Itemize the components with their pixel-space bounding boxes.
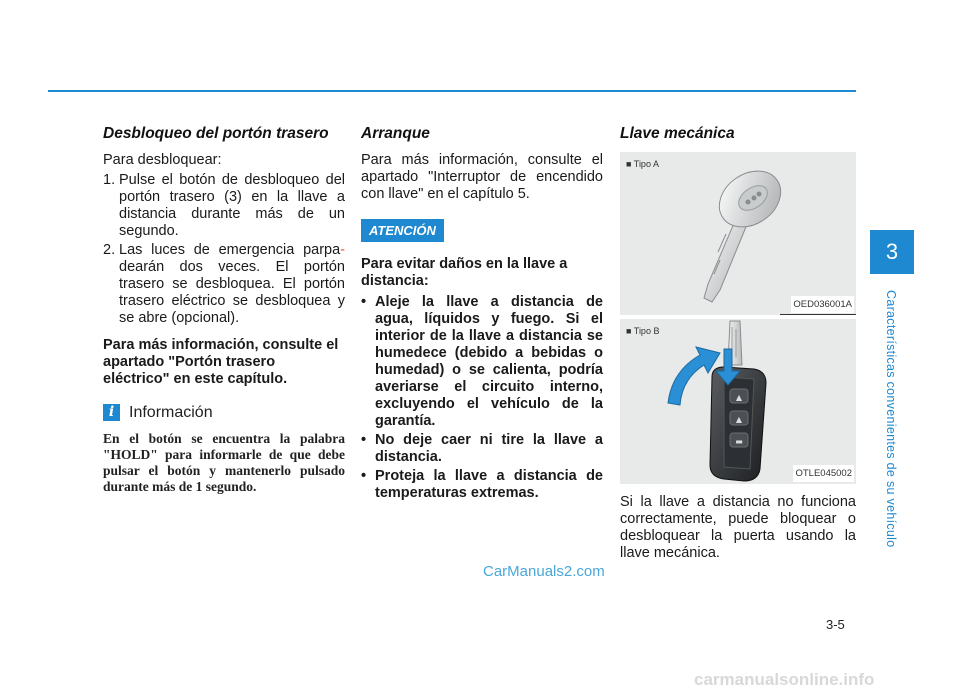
- bullet-icon: •: [361, 468, 367, 484]
- list-item: [103, 242, 345, 327]
- section-title-start: Arranque: [361, 125, 430, 142]
- unlock-steps: [103, 172, 345, 327]
- svg-text:▲: ▲: [735, 415, 743, 424]
- bullet-text: Proteja la llave a distancia de temperaturas extremas.: [375, 468, 603, 501]
- section-title-mechanical-key: Llave mecánica: [620, 125, 735, 142]
- watermark-footer: carmanualsonline.info: [694, 670, 875, 689]
- step-number: 2.: [103, 242, 116, 258]
- chapter-title-vertical: [882, 290, 902, 550]
- step-text-part: dearán dos veces. El portón trasero se desbloquea. El portón trasero eléctrico se desbloquea y se abre (opcional).: [119, 259, 345, 326]
- info-body: En el botón se encuentra la palabra "HOLD" para informarle de que debe pulsar el botón y mantenerlo pulsado durante más de 1 segundo.: [103, 431, 345, 494]
- column-tailgate-unlock: [103, 125, 345, 495]
- figure-code: OED036001A: [791, 296, 854, 313]
- figure-label: ■ Tipo A: [626, 159, 659, 169]
- fob-body: [710, 367, 766, 481]
- info-header: [103, 404, 345, 421]
- svg-text:▬: ▬: [735, 437, 743, 446]
- column-start: [361, 125, 603, 504]
- warning-badge: ATENCIÓN: [361, 219, 444, 242]
- info-icon: i: [103, 404, 120, 421]
- key-head: [709, 160, 792, 239]
- key-type-a-illustration: [620, 152, 856, 315]
- step-number: 1.: [103, 172, 116, 188]
- hyphen-mark: -: [340, 242, 345, 258]
- warning-lead: Para evitar daños en la llave a distancia:: [361, 256, 568, 289]
- unlock-lead: Para desbloquear:: [103, 152, 222, 168]
- bullet-icon: •: [361, 432, 367, 448]
- list-item: [103, 172, 345, 240]
- svg-text:▲: ▲: [735, 393, 743, 402]
- step-text: Pulse el botón de desbloqueo del portón trasero (3) en la llave a distancia durante más de un segundo.: [119, 172, 345, 239]
- figure-code: OTLE045002: [793, 465, 854, 482]
- figure-label: ■ Tipo B: [626, 326, 660, 336]
- list-item: [361, 432, 603, 466]
- page-number: 3-5: [826, 617, 845, 632]
- info-title: Información: [129, 404, 213, 421]
- step-text: [119, 242, 345, 327]
- list-item: [361, 468, 603, 502]
- figure-rule: [780, 314, 856, 315]
- figure-key-type-b: [620, 319, 856, 484]
- bullet-icon: •: [361, 294, 367, 310]
- column-mechanical-key: [620, 125, 856, 562]
- key-type-b-illustration: [620, 319, 856, 484]
- warning-list: [361, 294, 603, 502]
- tailgate-note: Para más información, consulte el apartado "Portón trasero eléctrico" en este capítulo.: [103, 337, 339, 387]
- list-item: [361, 294, 603, 430]
- step-text-part: Las luces de emergencia parpa: [119, 242, 341, 258]
- chapter-tab: 3: [870, 230, 914, 274]
- figure-key-type-a: [620, 152, 856, 315]
- start-body: Para más información, consulte el apartado "Interruptor de encendido con llave" en el capítulo 5.: [361, 152, 603, 202]
- bullet-text: No deje caer ni tire la llave a distancia.: [375, 432, 603, 465]
- mechanical-key-body: Si la llave a distancia no funciona correctamente, puede bloquear o desbloquear la puerta usando la llave mecánica.: [620, 494, 856, 561]
- watermark-link[interactable]: CarManuals2.com: [483, 563, 605, 580]
- chapter-title: Características convenientes de su vehículo: [884, 290, 898, 548]
- header-rule: [48, 90, 856, 92]
- bullet-text: Aleje la llave a distancia de agua, líquidos y fuego. Si el interior de la llave a distancia se humedece (debido a bebidas o humedad) o se calienta, podría averiarse el circuito interno, excluyendo el vehículo de la garantía.: [375, 294, 603, 429]
- section-title-tailgate: Desbloqueo del portón trasero: [103, 125, 329, 142]
